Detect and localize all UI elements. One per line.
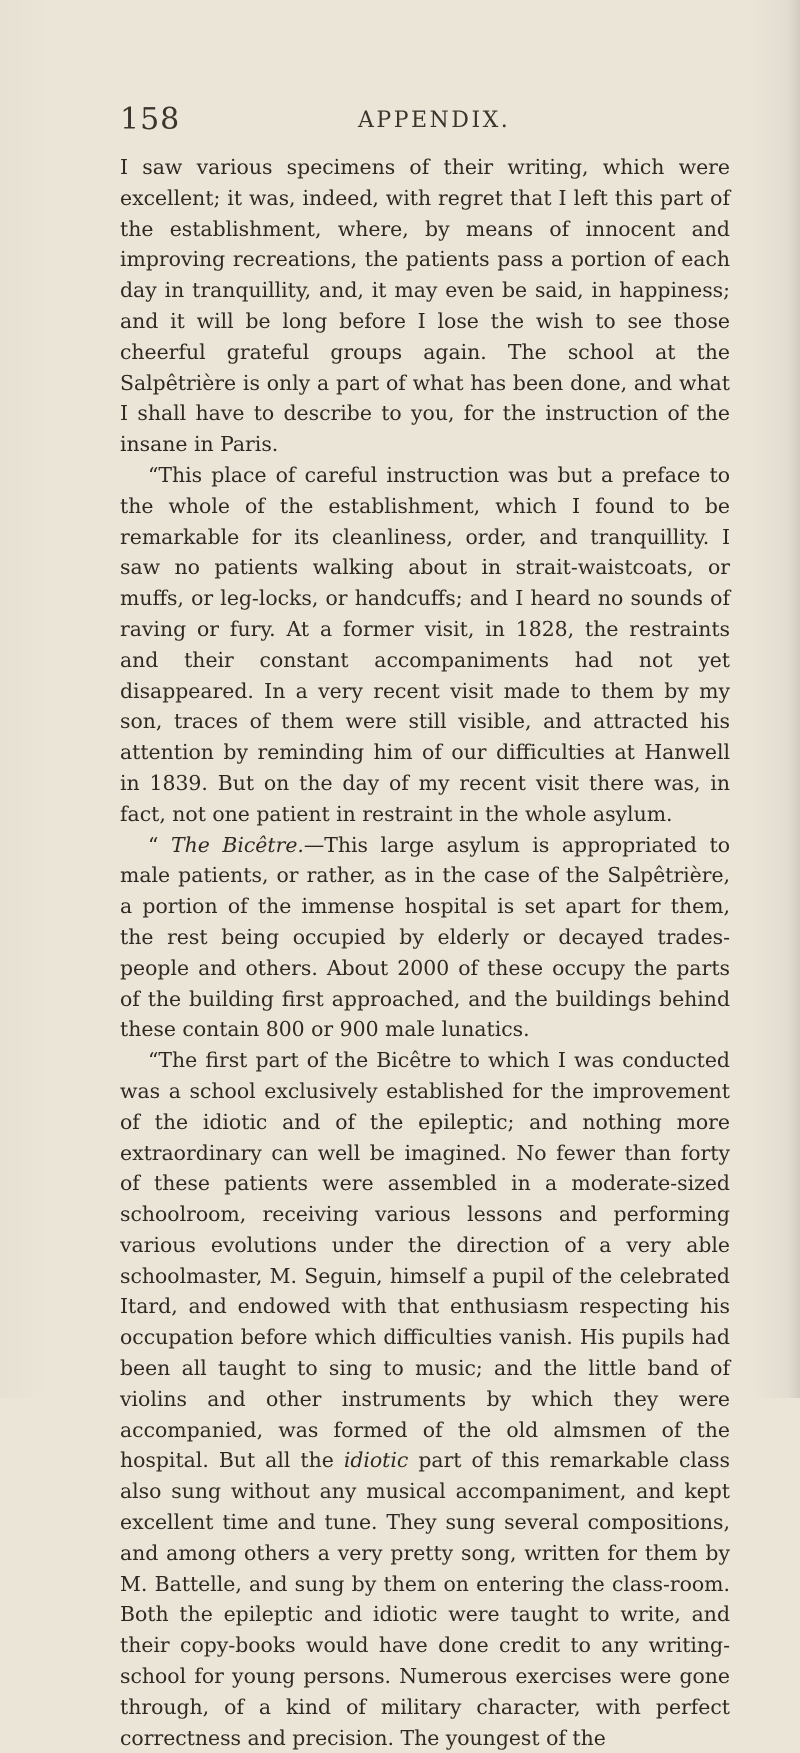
paragraph-2-text: “This place of careful instruction was but a preface to the whole of the establishment, which I found to be remarkable for its cleanliness, order, and tranquillity. I saw no patients walking about in strait-waistcoats, or muffs, or leg-locks, or handcuffs; and I heard no sounds of raving or fury. At a former visit, in 1828, the restraints and their constant accompaniments had not yet disappeared. In a very recent visit made to them by my son, traces of them were still visible, and attracted his attention by reminding him of our difficulties at Hanwell in 1839. But on the day of my recent visit there was, in fact, not one patient in restraint in the whole asylum. [120,462,730,826]
paragraph-3-heading: The Bicêtre. [171,832,304,857]
paragraph-1-text: I saw various specimens of their writing, which were excellent; it was, indeed, with regret that I left this part of the establishment, where, by means of innocent and improving recreations, the patients pass a portion of each day in tranquillity, and, it may even be said, in happiness; and it will be long before I lose the wish to see those cheerful grateful groups again. The school at the Salpêtrière is only a part of what has been done, and what I shall have to describe to you, for the instruction of the insane in Paris. [120,155,730,457]
paragraph-1 [120,152,730,460]
running-head: APPENDIX. [358,108,511,133]
paragraph-4-italic-word: idiotic [343,1448,409,1473]
body-text [120,152,730,1753]
paragraph-4 [120,1045,730,1753]
paragraph-4-text-before: “The first part of the Bicêtre to which I was conducted was a school exclusively established for the improvement of the idiotic and of the epileptic; and nothing more extraordinary can well be imagined. No fewer than forty of these patients were assembled in a moderate-sized schoolroom, receiving various lessons and performing various evolutions under the direction of a very able schoolmaster, M. Seguin, himself a pupil of the celebrated Itard, and endowed with that enthusiasm respecting his occupation before which difficulties vanish. His pupils had been all taught to sing to music; and the little band of violins and other instruments by which they were accompanied, was formed of the old almsmen of the hospital. But all the [120,1048,730,1473]
page-edge-shadow [788,0,800,1398]
page-header [120,102,720,142]
paragraph-3-open-quote: “ [148,832,159,857]
paragraph-4-text-after: part of this remarkable class also sung without any musical accompaniment, and kept excellent time and tune. They sung several compositions, and among others a very pretty song, written for them by M. Battelle, and sung by them on entering the class-room. Both the epileptic and idiotic were taught to write, and their copy-books would have done credit to any writing-school for young persons. Numerous exercises were gone through, of a kind of military character, with perfect correctness and precision. The youngest of the [120,1448,730,1750]
paragraph-3 [120,830,730,1046]
page-number: 158 [120,102,181,137]
paragraph-2 [120,460,730,830]
paragraph-3-text: —This large asylum is appropriated to male patients, or rather, as in the case of the Salpêtrière, a portion of the immense hospital is set apart for them, the rest being occupied by elderly or decayed trades-people and others. About 2000 of these occupy the parts of the building first approached, and the buildings behind these contain 800 or 900 male lunatics. [120,832,731,1042]
